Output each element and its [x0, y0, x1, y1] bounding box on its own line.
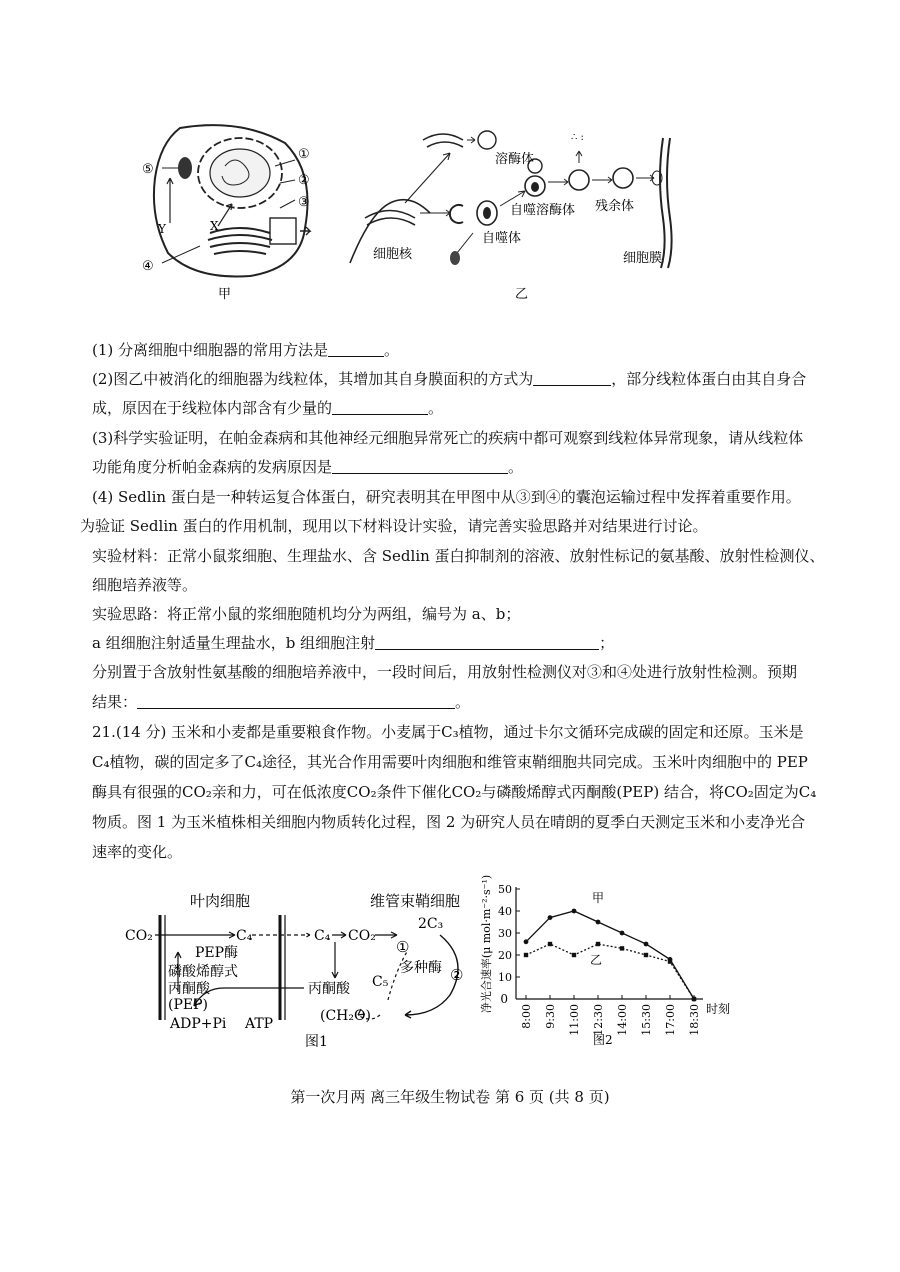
question-21d: 物质。图 1 为玉米植株相关细胞内物质转化过程，图 2 为研究人员在晴朗的夏季白天测定玉米和小麦净光合 [92, 813, 806, 831]
series-point [668, 959, 672, 963]
series-line-0 [526, 911, 694, 999]
x-tick-label: 18:30 [688, 1004, 701, 1036]
question-3a: (3)科学实验证明，在帕金森病和其他神经元细胞异常死亡的疾病中都可观察到线粒体异常现象，请从线粒体 [92, 429, 804, 447]
pep-enzyme-label: PEP酶 [195, 945, 239, 961]
x-tick-label: 15:30 [640, 1004, 653, 1036]
label-autolysosome: 自噬溶酶体 [510, 203, 576, 218]
series-point [548, 915, 553, 920]
label-membrane: 细胞膜 [623, 251, 663, 266]
c4-label-mesophyll: C₄ [236, 928, 253, 944]
label-lysosome: 溶酶体 [495, 152, 535, 167]
figure-yi-autophagy [345, 118, 685, 308]
series-point [596, 942, 600, 946]
step-2: ② [450, 966, 464, 984]
caption-jia: 甲 [218, 287, 232, 302]
x-axis-title: 时刻 [706, 1002, 731, 1016]
series-point [524, 939, 529, 944]
y-tick-label: 40 [498, 905, 512, 918]
y-tick-label: 10 [498, 971, 512, 984]
origin-label: 0 [500, 992, 508, 1006]
answer-blank[interactable] [332, 398, 428, 415]
answer-blank[interactable] [328, 340, 384, 357]
series-point [644, 942, 649, 947]
label-residual: 残余体 [595, 199, 635, 214]
pep-line1: 磷酸烯醇式 [168, 964, 238, 980]
svg-text:∴ :: ∴ : [571, 132, 584, 143]
co2-label: CO₂ [125, 928, 153, 944]
question-21b: C₄植物，碳的固定多了C₄途径，其光合作用需要叶肉细胞和维管束鞘细胞共同完成。玉米叶肉细胞中的 PEP [92, 753, 808, 771]
callout-2: ② [298, 173, 310, 188]
series-line-1 [526, 944, 694, 999]
question-4f: a 组细胞注射适量生理盐水，b 组细胞注射 ； [92, 634, 615, 652]
series-point [596, 920, 601, 925]
question-4h: 结果： 。 [92, 693, 471, 711]
answer-blank[interactable] [375, 633, 599, 650]
question-1: (1) 分离细胞中细胞器的常用方法是 。 [92, 341, 400, 359]
answer-blank[interactable] [533, 369, 611, 386]
question-4d: 细胞培养液等。 [92, 576, 198, 594]
fig2-caption: 图2 [593, 1033, 613, 1047]
label-nucleus: 细胞核 [373, 247, 413, 262]
question-21a: 21.(14 分) 玉米和小麦都是重要粮食作物。小麦属于C₃植物，通过卡尔文循环完成碳的固定和还原。玉米是 [92, 723, 804, 741]
figure-jia-cell [140, 118, 340, 308]
answer-blank[interactable] [332, 457, 508, 474]
pep-abbr: (PEP) [168, 997, 208, 1013]
figure-2-chart [478, 872, 748, 1052]
question-4a: (4) Sedlin 蛋白是一种转运复合体蛋白，研究表明其在甲图中从③到④的囊泡运输过程中发挥着重要作用。 [92, 488, 801, 506]
series-point [692, 997, 696, 1001]
figure-1-c4-pathway [120, 880, 480, 1050]
question-21e: 速率的变化。 [92, 843, 183, 861]
y-tick-label: 50 [498, 883, 512, 896]
x-tick-label: 8:00 [520, 1004, 533, 1029]
x-tick-label: 14:00 [616, 1004, 629, 1036]
page-footer: 第一次月两 离三年级生物试卷 第 6 页 (共 8 页) [290, 1088, 610, 1106]
callout-1: ① [298, 147, 310, 162]
question-3b: 功能角度分析帕金森病的发病原因是 。 [92, 458, 524, 476]
series-point [524, 953, 528, 957]
answer-blank[interactable] [137, 692, 455, 709]
c4-label-sheath: C₄ [314, 928, 331, 944]
pyruvate-label: 丙酮酸 [308, 981, 350, 997]
bundle-sheath-title: 维管束鞘细胞 [370, 892, 461, 910]
series-point [620, 946, 624, 950]
y-axis-title: 净光合速率(μ mol·m⁻²·s⁻¹) [480, 874, 493, 1014]
callout-5: ⑤ [142, 162, 154, 177]
caption-yi: 乙 [515, 287, 529, 302]
y-tick-label: 20 [498, 949, 512, 962]
letter-x: X [210, 219, 219, 233]
c5-label: C₅ [372, 974, 389, 990]
fig1-caption: 图1 [305, 1034, 328, 1050]
series-point [644, 953, 648, 957]
question-4g: 分别置于含放射性氨基酸的细胞培养液中，一段时间后，用放射性检测仪对③和④处进行放射性检测。预期 [92, 663, 798, 681]
x-tick-label: 17:00 [664, 1004, 677, 1036]
question-4b: 为验证 Sedlin 蛋白的作用机制，现用以下材料设计实验，请完善实验思路并对结果进行讨论。 [80, 517, 708, 535]
callout-3: ③ [298, 195, 310, 210]
step-1: ① [396, 938, 410, 956]
question-2a: (2)图乙中被消化的细胞器为线粒体，其增加其自身膜面积的方式为 ，部分线粒体蛋白由其自身合 [92, 370, 807, 388]
question-4e: 实验思路：将正常小鼠的浆细胞随机均分为两组，编号为 a、b； [92, 605, 521, 623]
series-point [548, 942, 552, 946]
x-tick-label: 12:30 [592, 1004, 605, 1036]
callout-4: ④ [142, 259, 154, 274]
question-21c: 酶具有很强的CO₂亲和力，可在低浓度CO₂条件下催化CO₂与磷酸烯醇式丙酮酸(PEP) 结合，将CO₂固定为C₄ [92, 783, 817, 801]
series-label: 甲 [592, 891, 605, 906]
letter-y: Y [158, 222, 166, 236]
question-2b: 成，原因在于线粒体内部含有少量的 。 [92, 399, 444, 417]
series-point [620, 931, 625, 936]
label-autophagosome: 自噬体 [482, 231, 522, 246]
pep-line2: 丙酮酸 [168, 981, 210, 997]
x-tick-label: 9:30 [544, 1004, 557, 1029]
series-label: 乙 [590, 952, 603, 967]
ch2o-label: (CH₂O) [320, 1008, 371, 1024]
co2-label-sheath: CO₂ [348, 928, 376, 944]
series-point [572, 909, 577, 914]
c3-label: 2C₃ [418, 916, 444, 932]
series-point [572, 953, 576, 957]
adp-label: ADP+Pi [170, 1016, 227, 1032]
atp-label: ATP [245, 1016, 274, 1032]
enzymes-label: 多种酶 [400, 960, 442, 976]
x-tick-label: 11:00 [568, 1004, 581, 1036]
question-4c: 实验材料：正常小鼠浆细胞、生理盐水、含 Sedlin 蛋白抑制剂的溶液、放射性标记的氨基酸、放射性检测仪、 [92, 547, 825, 565]
mesophyll-title: 叶肉细胞 [190, 892, 251, 910]
y-tick-label: 30 [498, 927, 512, 940]
